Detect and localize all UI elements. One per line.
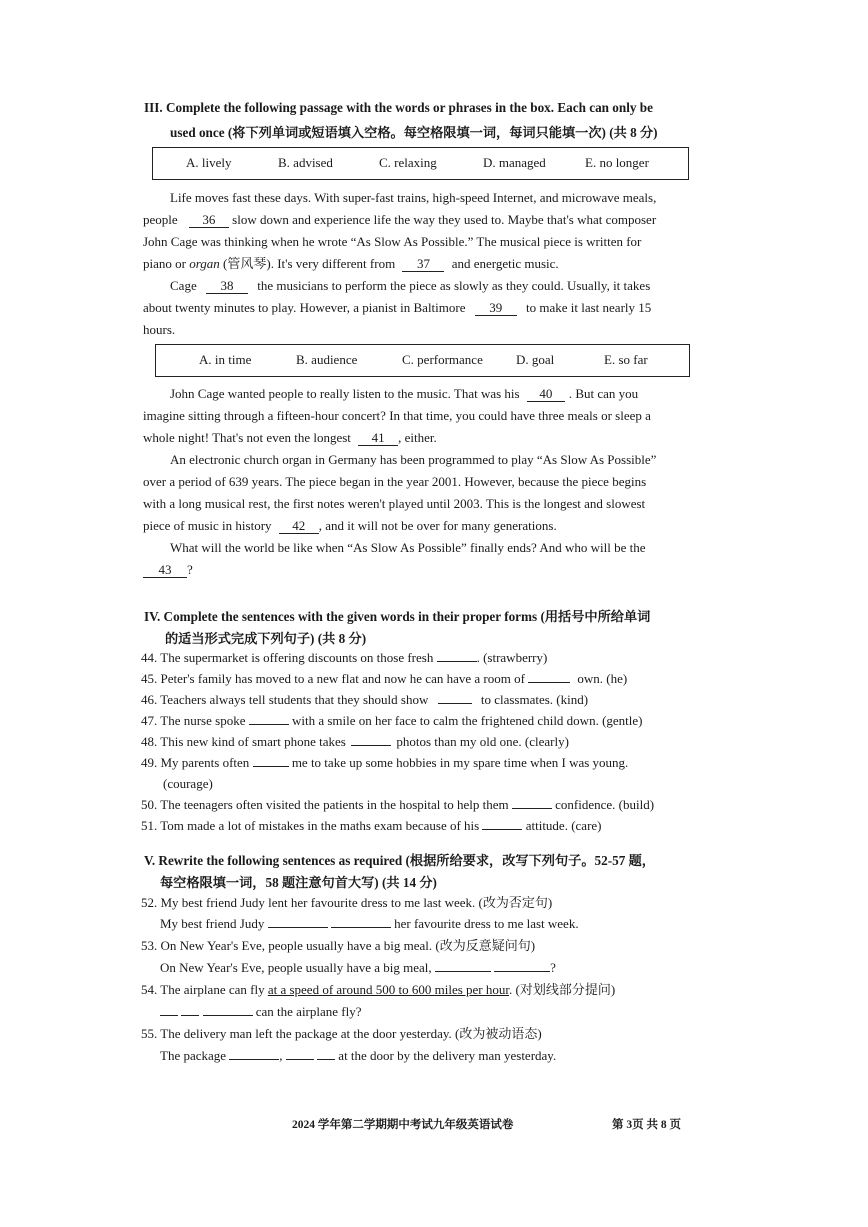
blank-43[interactable]: 43: [143, 563, 187, 578]
answer-blank-45[interactable]: [528, 682, 570, 683]
passage-line: What will the world be like when “As Slow As Possible” finally ends? And who will be the: [170, 540, 646, 555]
passage-line: [143, 562, 193, 578]
text: people: [143, 212, 178, 227]
answer-blank-54a[interactable]: [160, 1015, 178, 1016]
text: John Cage wanted people to really listen to the music. That was his: [170, 386, 520, 401]
question-text: 51. Tom made a lot of mistakes in the maths exam because of his: [141, 818, 480, 833]
option-c: C. performance: [402, 352, 483, 367]
text: Cage: [170, 278, 197, 293]
answer-blank-47[interactable]: [249, 724, 289, 725]
text: and energetic music.: [451, 256, 559, 271]
blank-42[interactable]: 42: [279, 519, 319, 534]
section-4-title-line-1: IV. Complete the sentences with the given words in their proper forms (用括号中所给单词: [144, 609, 651, 624]
answer-text: My best friend Judy: [160, 916, 265, 931]
section-5-title-line-2: 每空格限填一词，58 题注意句首大写) (共 14 分): [160, 875, 437, 890]
passage-line: [143, 256, 559, 272]
answer-text: can the airplane fly?: [255, 1004, 362, 1019]
text: whole night! That's not even the longest: [143, 430, 351, 445]
word-box-1: [152, 147, 689, 180]
text: , either.: [398, 430, 437, 445]
question-hint: attitude. (care): [525, 818, 602, 833]
answer-blank-44[interactable]: [437, 661, 477, 662]
passage-line: [170, 386, 638, 402]
question-text: 50. The teenagers often visited the patients in the hospital to help them: [141, 797, 509, 812]
question-45: [141, 671, 627, 687]
question-49: [141, 755, 628, 771]
passage-line: Life moves fast these days. With super-fast trains, high-speed Internet, and microwave meals,: [170, 190, 657, 205]
text: piano or: [143, 256, 186, 271]
passage-line: [143, 212, 656, 228]
question-text: 46. Teachers always tell students that they should show: [141, 692, 429, 707]
text: , and it will not be over for many generations.: [318, 518, 557, 533]
option-d: D. managed: [483, 155, 546, 170]
word-box-2: [155, 344, 690, 377]
blank-37[interactable]: 37: [402, 257, 444, 272]
section-5-title-line-1: V. Rewrite the following sentences as required (根据所给要求，改写下列句子。52-57 题，: [144, 853, 655, 868]
footer-exam-title: 2024 学年第二学期期中考试九年级英语试卷: [292, 1119, 514, 1131]
question-46: [141, 692, 588, 708]
question-text: . (对划线部分提问): [509, 982, 616, 997]
answer-blank-51[interactable]: [482, 829, 522, 830]
underlined-part: at a speed of around 500 to 600 miles per hour: [267, 982, 509, 997]
passage-line: [143, 300, 651, 316]
question-49-hint: (courage): [163, 776, 213, 791]
answer-blank-52b[interactable]: [331, 927, 391, 928]
question-text: 49. My parents often: [141, 755, 250, 770]
question-52: 52. My best friend Judy lent her favourite dress to me last week. (改为否定句): [141, 895, 553, 910]
blank-40[interactable]: 40: [527, 387, 565, 402]
passage-line: [143, 430, 437, 446]
question-text: 48. This new kind of smart phone takes: [141, 734, 346, 749]
passage-line: [170, 278, 650, 294]
answer-blank-53b[interactable]: [494, 971, 550, 972]
section-3-title-line-1: III. Complete the following passage with the words or phrases in the box. Each can only be: [144, 100, 653, 115]
option-c: C. relaxing: [379, 155, 437, 170]
option-a: A. in time: [199, 352, 252, 367]
question-55-answer: The package , at the door by the delivery man yesterday.: [160, 1048, 557, 1063]
answer-blank-53a[interactable]: [435, 971, 491, 972]
answer-text: at the door by the delivery man yesterday.: [338, 1048, 557, 1063]
option-a: A. lively: [186, 155, 232, 170]
answer-blank-54c[interactable]: [203, 1015, 253, 1016]
passage-line: with a long musical rest, the first notes weren't played until 2003. This is the longest and slowest: [143, 496, 646, 511]
question-55: 55. The delivery man left the package at the door yesterday. (改为被动语态): [141, 1026, 542, 1041]
question-54-answer: [160, 1004, 362, 1020]
answer-text: her favourite dress to me last week.: [394, 916, 579, 931]
question-text: 54. The airplane can fly: [141, 982, 265, 997]
question-48: [141, 734, 569, 750]
text: . But can you: [568, 386, 639, 401]
question-50: [141, 797, 654, 813]
option-b: B. advised: [278, 155, 333, 170]
question-hint: me to take up some hobbies in my spare time when I was young.: [291, 755, 629, 770]
question-text: 47. The nurse spoke: [141, 713, 246, 728]
question-53-answer: [160, 960, 556, 976]
text: organ: [189, 256, 220, 271]
question-52-answer: [160, 916, 579, 932]
answer-blank-48[interactable]: [351, 745, 391, 746]
answer-blank-52a[interactable]: [268, 927, 328, 928]
text: slow down and experience life the way they used to. Maybe that's what composer: [232, 212, 657, 227]
option-d: D. goal: [516, 352, 555, 367]
answer-blank-54b[interactable]: [181, 1015, 199, 1016]
answer-blank-50[interactable]: [512, 808, 552, 809]
answer-blank-49[interactable]: [253, 766, 289, 767]
question-hint: photos than my old one. (clearly): [396, 734, 569, 749]
answer-blank-46[interactable]: [438, 703, 472, 704]
text: to make it last nearly 15: [526, 300, 652, 315]
answer-blank-55c[interactable]: [317, 1059, 335, 1060]
question-text: 45. Peter's family has moved to a new flat and now he can have a room of: [141, 671, 525, 686]
question-text: 44. The supermarket is offering discounts on those fresh: [141, 650, 434, 665]
question-hint: to classmates. (kind): [480, 692, 589, 707]
blank-39[interactable]: 39: [475, 301, 517, 316]
text: ?: [187, 562, 193, 577]
section-4-title-line-2: 的适当形式完成下列句子) (共 8 分): [165, 631, 367, 646]
blank-38[interactable]: 38: [206, 279, 248, 294]
footer-page-number: 第 3页 共 8 页: [612, 1119, 681, 1131]
text: piece of music in history: [143, 518, 272, 533]
question-53: 53. On New Year's Eve, people usually have a big meal. (改为反意疑问句): [141, 938, 536, 953]
question-54: [141, 982, 615, 998]
section-3-title-line-2: used once (将下列单词或短语填入空格。每空格限填一词，每词只能填一次) (共 8 分): [170, 125, 658, 140]
blank-41[interactable]: 41: [358, 431, 398, 446]
question-hint: confidence. (build): [555, 797, 655, 812]
question-hint: . (strawberry): [476, 650, 548, 665]
text: (管风琴). It's very different from: [223, 256, 396, 271]
passage-line: over a period of 639 years. The piece began in the year 2001. However, because the piece begins: [143, 474, 647, 489]
blank-36[interactable]: 36: [189, 213, 229, 228]
text: the musicians to perform the piece as slowly as they could. Usually, it takes: [257, 278, 651, 293]
question-44: [141, 650, 547, 666]
option-e: E. so far: [604, 352, 648, 367]
answer-text: On New Year's Eve, people usually have a big meal,: [160, 960, 432, 975]
question-47: [141, 713, 643, 729]
passage-line: hours.: [143, 322, 176, 337]
answer-blank-55b[interactable]: [286, 1059, 314, 1060]
answer-blank-55a[interactable]: [229, 1059, 279, 1060]
option-e: E. no longer: [585, 155, 649, 170]
question-hint: with a smile on her face to calm the frightened child down. (gentle): [291, 713, 643, 728]
passage-line: [143, 518, 557, 534]
option-b: B. audience: [296, 352, 358, 367]
passage-line: John Cage was thinking when he wrote “As Slow As Possible.” The musical piece is written for: [143, 234, 642, 249]
text: about twenty minutes to play. However, a pianist in Baltimore: [143, 300, 466, 315]
question-51: [141, 818, 602, 834]
answer-text: ?: [550, 960, 556, 975]
passage-line: An electronic church organ in Germany has been programmed to play “As Slow As Possible”: [170, 452, 657, 467]
answer-text: The package: [160, 1048, 227, 1063]
passage-line: imagine sitting through a fifteen-hour concert? In that time, you could have three meals or sleep a: [143, 408, 651, 423]
question-hint: own. (he): [577, 671, 628, 686]
